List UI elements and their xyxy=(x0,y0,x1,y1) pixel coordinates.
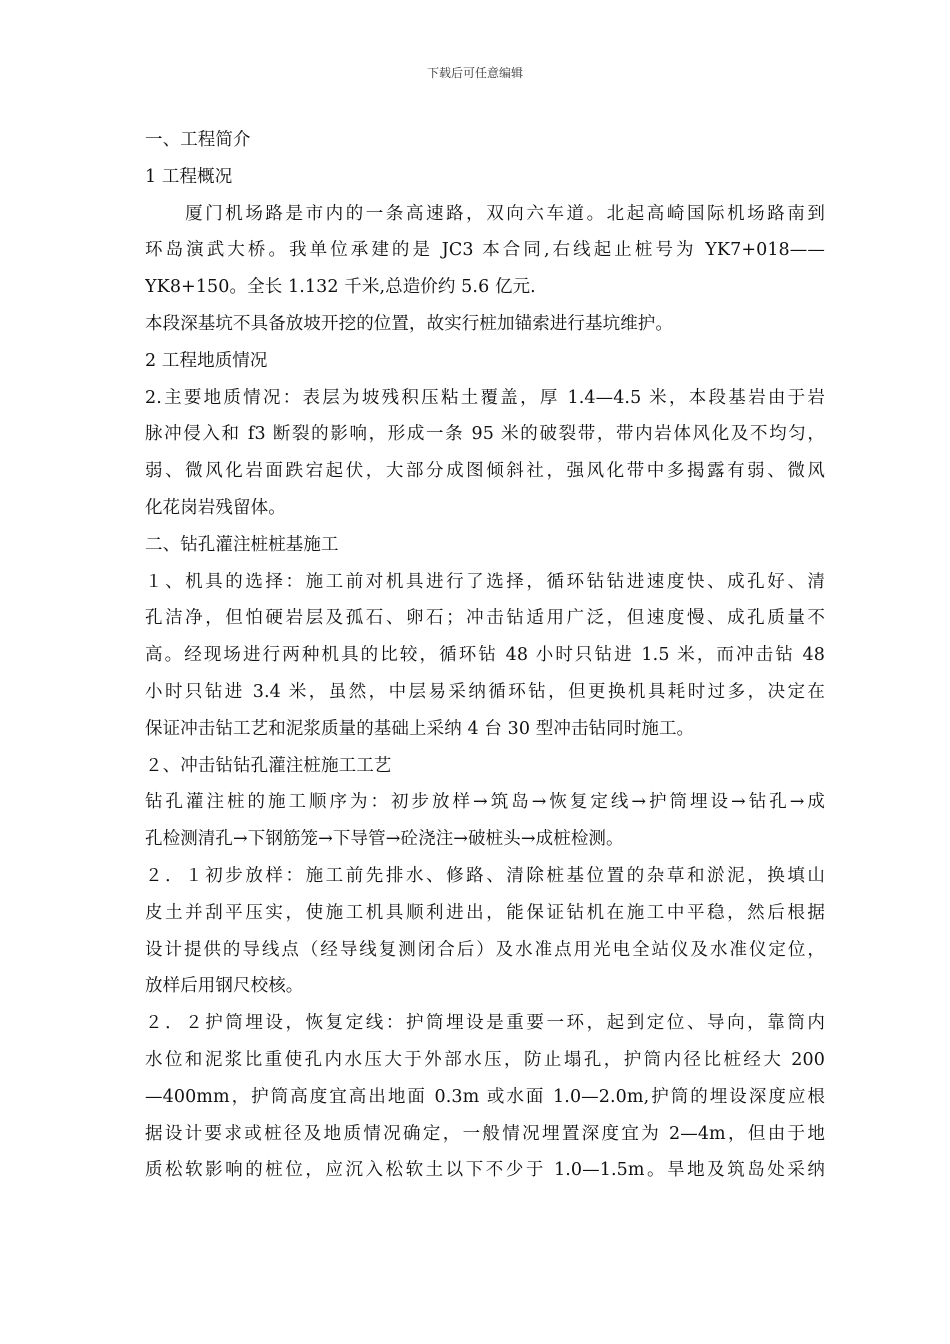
section-heading-2: 二、钻孔灌注桩桩基施工 xyxy=(145,534,339,555)
document-body xyxy=(145,122,825,1189)
paragraph-line: 弱、微风化岩面跌宕起伏，大部分成图倾斜社，强风化带中多揭露有弱、微风 xyxy=(145,461,825,482)
paragraph-line: 设计提供的导线点（经导线复测闭合后）及水准点用光电全站仪及水准仪定位， xyxy=(145,939,825,960)
paragraph-line: 脉冲侵入和 f3 断裂的影响，形成一条 95 米的破裂带，带内岩体风化及不均匀， xyxy=(145,424,825,445)
paragraph-line: 放样后用钢尺校核。 xyxy=(145,976,304,997)
paragraph-line: YK8+150。全长 1.132 千米,总造价约 5.6 亿元. xyxy=(145,277,536,298)
section-heading-1: 一、工程简介 xyxy=(145,130,251,150)
subsection-heading-2-2: ２、冲击钻钻孔灌注桩施工工艺 xyxy=(145,755,392,776)
subsection-heading-1-1: 1 工程概况 xyxy=(145,166,233,187)
paragraph-line: 小时只钻进 3.4 米，虽然，中层易采纳循环钻，但更换机具耗时过多，决定在 xyxy=(145,681,825,702)
paragraph-line: 水位和泥浆比重使孔内水压大于外部水压，防止塌孔，护筒内径比桩经大 200 xyxy=(145,1049,825,1070)
paragraph-line: 本段深基坑不具备放坡开挖的位置，故实行桩加锚索进行基坑维护。 xyxy=(145,313,673,334)
paragraph-line: 质松软影响的桩位，应沉入松软土以下不少于 1.0—1.5m。旱地及筑岛处采纳 xyxy=(145,1160,825,1181)
paragraph-line: 保证冲击钻工艺和泥浆质量的基础上采纳 4 台 30 型冲击钻同时施工。 xyxy=(145,718,695,739)
paragraph-line: 钻孔灌注桩的施工顺序为：初步放样→筑岛→恢复定线→护筒埋设→钻孔→成 xyxy=(145,792,825,813)
paragraph-line: 据设计要求或桩径及地质情况确定，一般情况埋置深度宜为 2—4m，但由于地 xyxy=(145,1123,825,1144)
paragraph-line: ２．２护筒埋设，恢复定线：护筒埋设是重要一环，起到定位、导向，靠筒内 xyxy=(145,1013,825,1034)
paragraph-line: —400mm，护筒高度宜高出地面 0.3m 或水面 1.0—2.0m,护筒的埋设深度应根 xyxy=(145,1086,825,1107)
paragraph-line: 孔检测清孔→下钢筋笼→下导管→砼浇注→破桩头→成桩检测。 xyxy=(145,829,624,850)
paragraph-line: 孔洁净，但怕硬岩层及孤石、卵石；冲击钻适用广泛，但速度慢、成孔质量不 xyxy=(145,608,825,629)
paragraph-line: ２．１初步放样：施工前先排水、修路、清除桩基位置的杂草和淤泥，换填山 xyxy=(145,865,825,886)
paragraph-line: 环岛演武大桥。我单位承建的是 JC3 本合同,右线起止桩号为 YK7+018—— xyxy=(145,240,825,261)
subsection-heading-1-2: 2 工程地质情况 xyxy=(145,350,268,371)
paragraph-line: １、机具的选择：施工前对机具进行了选择，循环钻钻进速度快、成孔好、清 xyxy=(145,571,825,592)
paragraph-line: 2.主要地质情况：表层为坡残积压粘土覆盖，厚 1.4—4.5 米，本段基岩由于岩 xyxy=(145,387,825,408)
page-header-note: 下载后可任意编辑 xyxy=(426,66,523,80)
paragraph-line: 厦门机场路是市内的一条高速路，双向六车道。北起高崎国际机场路南到 xyxy=(145,203,825,224)
paragraph-line: 高。经现场进行两种机具的比较，循环钻 48 小时只钻进 1.5 米，而冲击钻 48 xyxy=(145,645,825,666)
paragraph-line: 化花岗岩残留体。 xyxy=(145,497,286,518)
paragraph-line: 皮土并刮平压实，使施工机具顺利进出，能保证钻机在施工中平稳，然后根据 xyxy=(145,902,825,923)
